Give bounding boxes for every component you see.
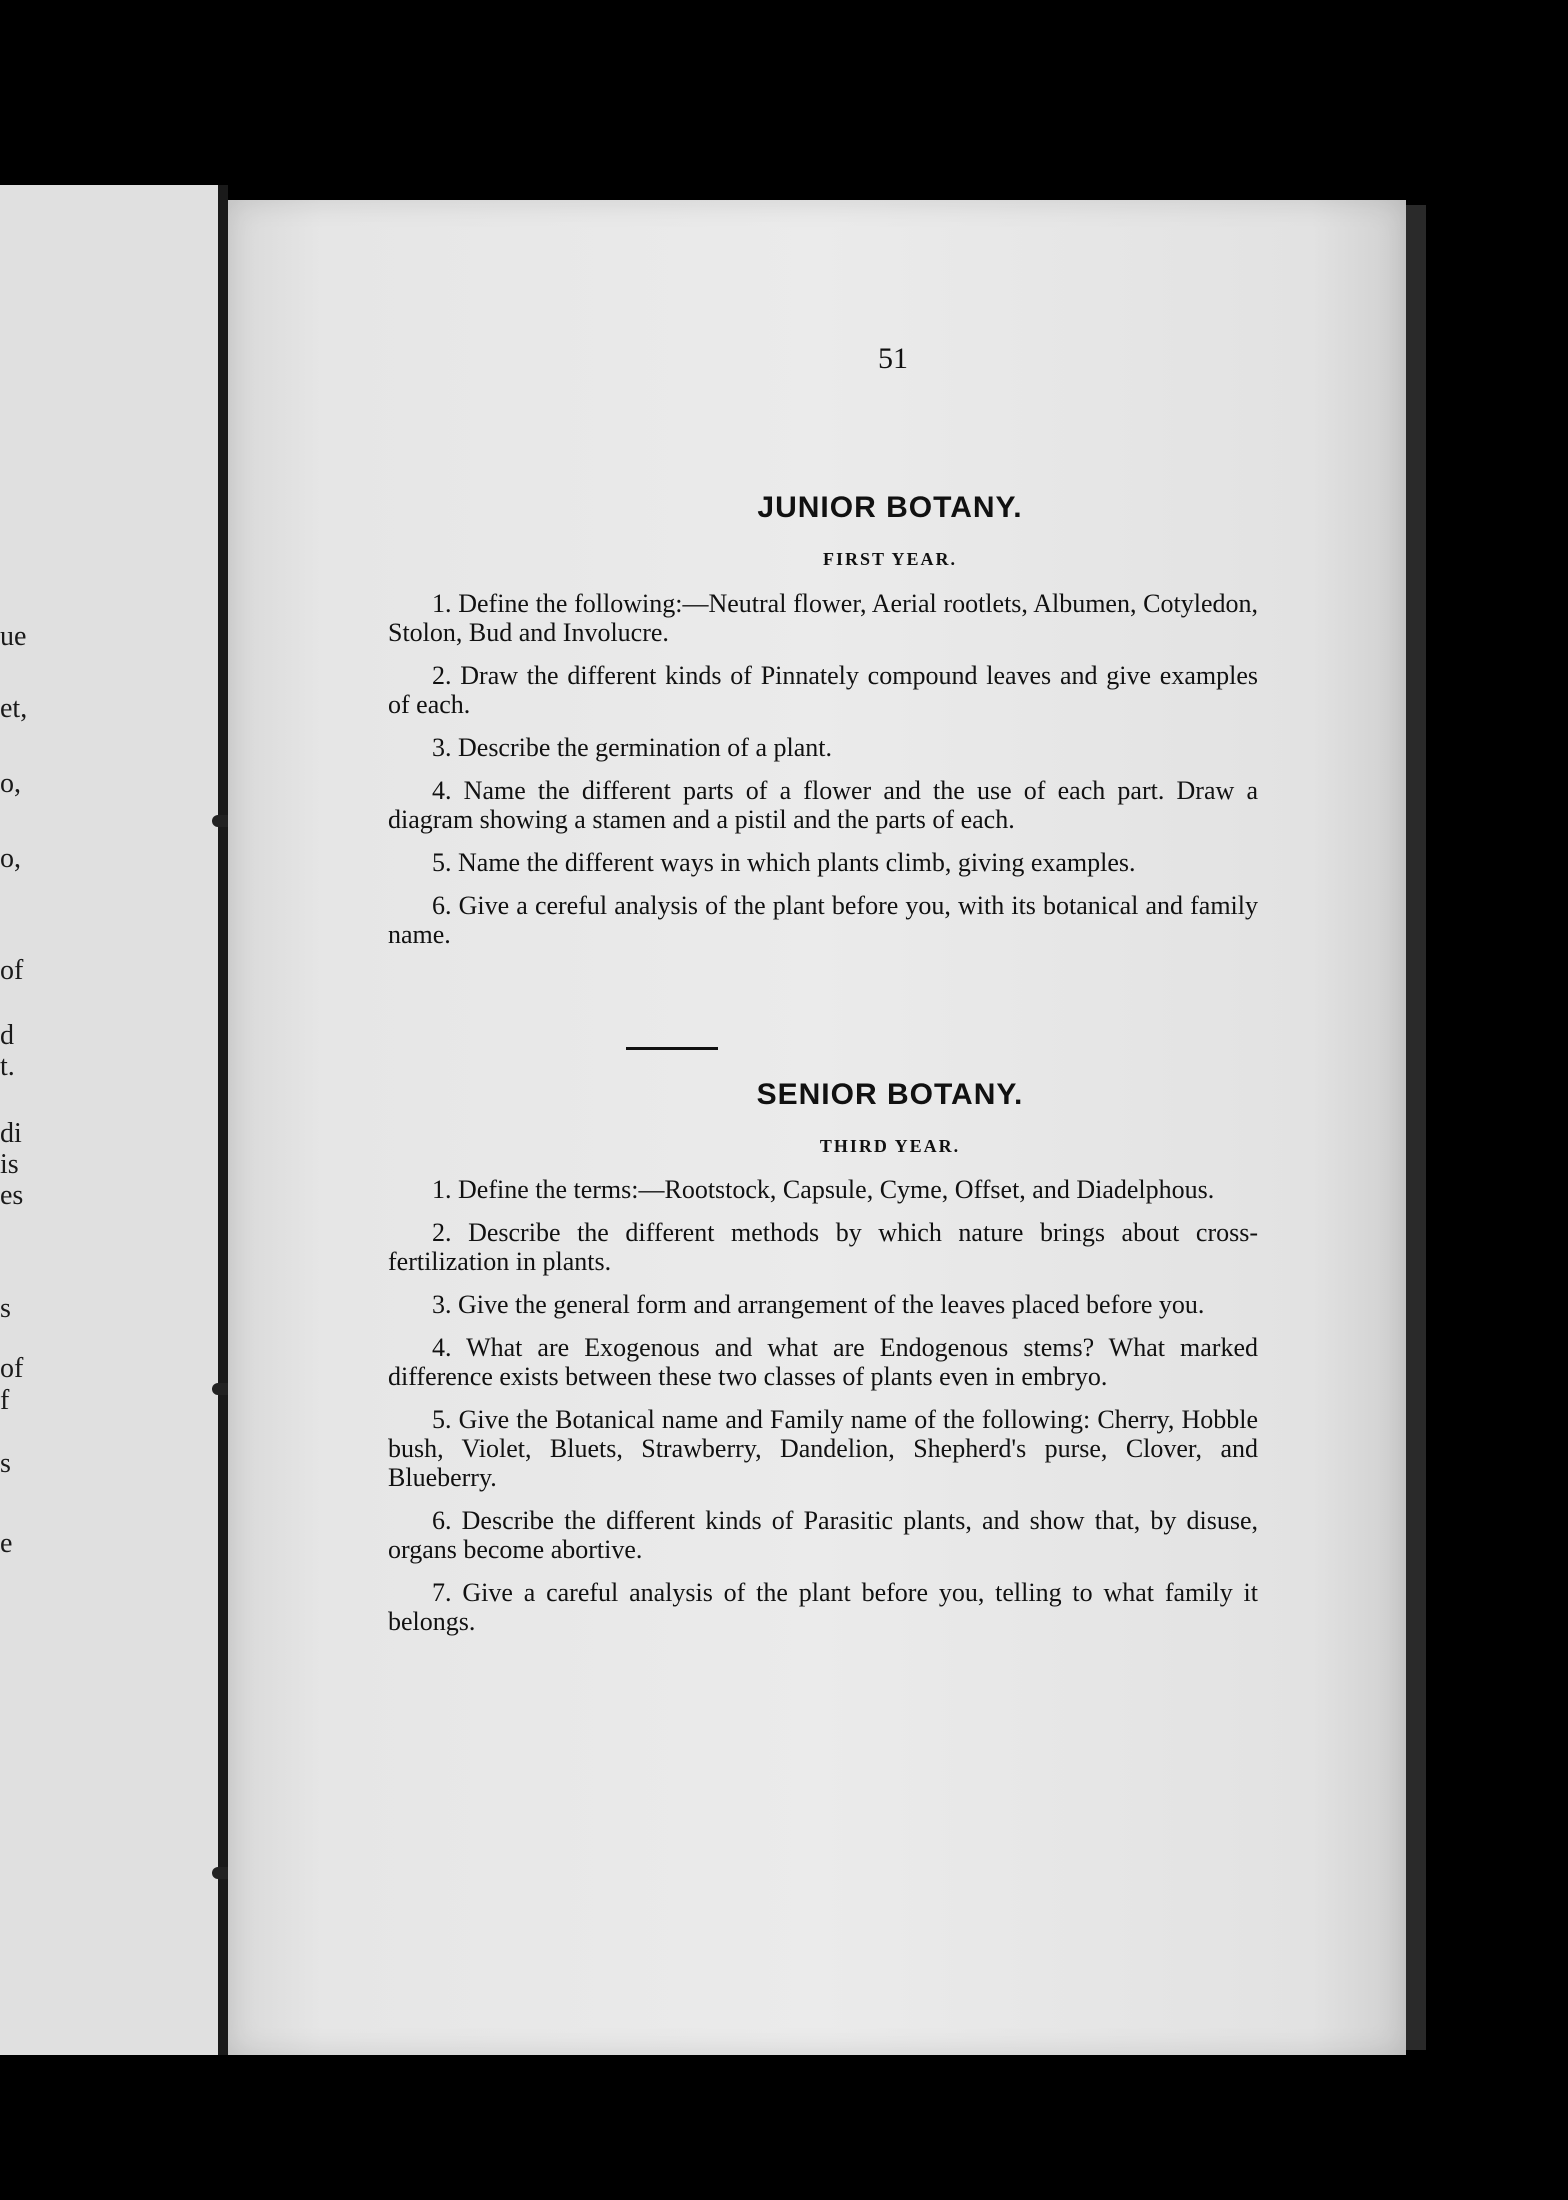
third-year-label: THIRD YEAR.: [819, 1136, 961, 1156]
senior-question-list: [388, 1175, 1258, 1650]
margin-fragment: s: [0, 1448, 11, 1479]
question-item: 7. Give a careful analysis of the plant before you, telling to what family it belongs.: [388, 1578, 1258, 1636]
margin-fragment: of: [0, 955, 24, 986]
question-item: 1. Define the terms:—Rootstock, Capsule, Cyme, Offset, and Diadelphous.: [432, 1175, 1215, 1204]
question-item: 6. Describe the different kinds of Parasitic plants, and show that, by disuse, organs become abortive.: [388, 1506, 1258, 1564]
junior-botany-title: JUNIOR BOTANY.: [757, 491, 1023, 524]
question-item: 4. What are Exogenous and what are Endogenous stems? What marked difference exists between these two classes of plants even in embryo.: [388, 1333, 1258, 1391]
margin-fragment: o,: [0, 768, 21, 799]
question-item: 2. Draw the different kinds of Pinnately compound leaves and give examples of each.: [388, 661, 1258, 719]
margin-fragment: of: [0, 1353, 24, 1384]
question-item: 5. Name the different ways in which plants climb, giving examples.: [432, 848, 1136, 877]
margin-fragment: di: [0, 1118, 22, 1149]
question-item: 2. Describe the different methods by which nature brings about cross-fertilization in plants.: [388, 1218, 1258, 1276]
margin-fragment: t.: [0, 1051, 15, 1082]
question-item: 6. Give a cereful analysis of the plant before you, with its botanical and family name.: [388, 891, 1258, 949]
margin-fragment: es: [0, 1180, 24, 1211]
margin-fragment: e: [0, 1528, 13, 1559]
junior-question-list: [388, 589, 1258, 963]
margin-fragment: et,: [0, 693, 28, 724]
book-binding: [218, 185, 228, 2055]
question-item: 5. Give the Botanical name and Family name of the following: Cherry, Hobble bush, Violet, Bluets, Strawberry, Dandelion, Shepherd's purse, Clover, and Blueberry.: [388, 1405, 1258, 1492]
margin-fragment: o,: [0, 843, 21, 874]
question-item: 4. Name the different parts of a flower and the use of each part. Draw a diagram showing a stamen and a pistil and the parts of each.: [388, 776, 1258, 834]
margin-fragment: f: [0, 1385, 10, 1416]
facing-page: [0, 185, 218, 2055]
section-divider: [626, 1047, 718, 1050]
question-item: 3. Describe the germination of a plant.: [432, 733, 832, 762]
page-number: 51: [878, 342, 908, 375]
book-page: [228, 200, 1406, 2055]
margin-fragment: ue: [0, 621, 27, 652]
question-item: 1. Define the following:—Neutral flower, Aerial rootlets, Albumen, Cotyledon, Stolon, Bud and Involucre.: [388, 589, 1258, 647]
question-item: 3. Give the general form and arrangement of the leaves placed before you.: [432, 1290, 1205, 1319]
margin-fragment: s: [0, 1293, 11, 1324]
first-year-label: FIRST YEAR.: [822, 549, 958, 569]
senior-botany-title: SENIOR BOTANY.: [756, 1078, 1024, 1111]
page-edge: [1406, 205, 1426, 2050]
margin-fragment: is: [0, 1149, 19, 1180]
margin-fragment: d: [0, 1020, 14, 1051]
